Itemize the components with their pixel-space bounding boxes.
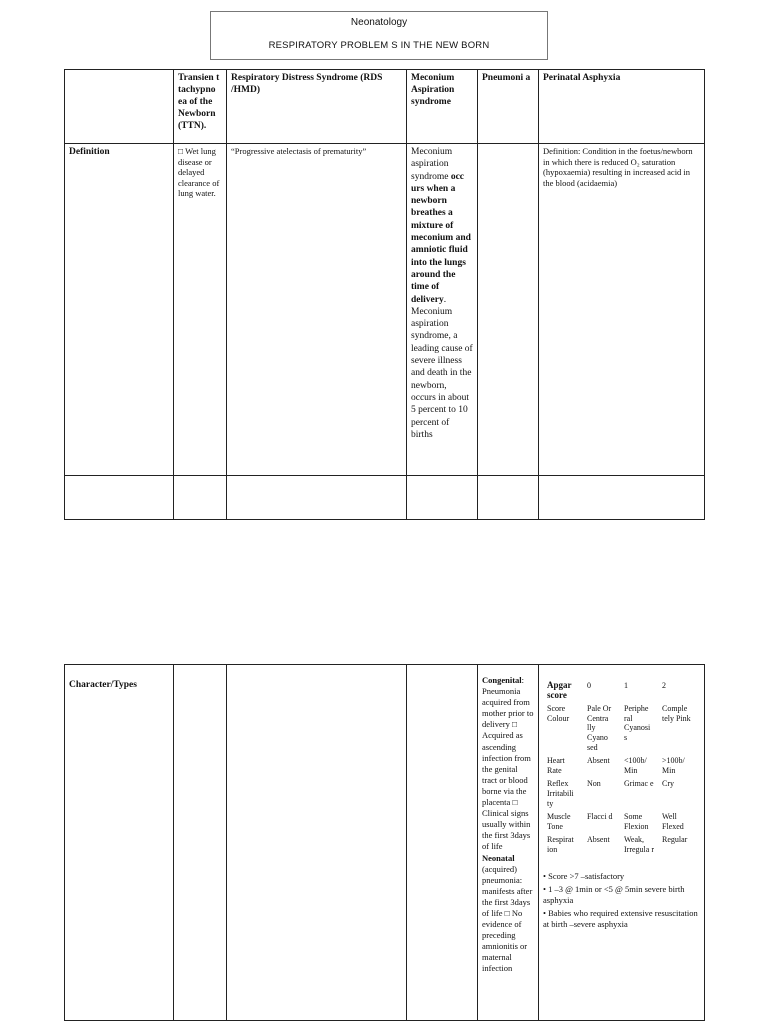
apgar-row-respiration [543,833,698,856]
apgar-criterion: Score Colour [547,704,570,723]
apgar-value: Flacci d [587,812,613,822]
empty-cell [407,476,478,520]
comparison-table-definition [64,69,705,520]
apgar-note: • Babies who required extensive resuscitation at birth –severe asphyxia [543,908,698,929]
header-mas: Meconium Aspiration syndrome [407,70,478,144]
pneumonia-definition [478,144,539,476]
apgar-value: >100b/ Min [662,756,685,775]
apgar-note: • 1 –3 @ 1min or <5 @ 5min severe birth asphyxia [543,884,685,905]
mas-intro: Meconium aspiration syndrome [411,147,453,182]
apgar-criterion: Respirat ion [547,835,574,854]
header-asphyxia: Perinatal Asphyxia [539,70,705,144]
rds-definition: “Progressive atelectasis of prematurity” [227,144,407,476]
apgar-value: Some Flexion [624,812,649,831]
apgar-value: Non [587,779,601,789]
apgar-value: Comple tely Pink [662,704,691,723]
comparison-table-types [64,664,705,1021]
ttn-definition: □ Wet lung disease or delayed clearance of lung water. [174,144,227,476]
apgar-col-2: 2 [662,681,666,690]
apgar-header-row [543,679,698,702]
empty-cell [227,476,407,520]
document-header [210,11,548,60]
asphyxia-types [539,665,705,1021]
empty-cell [478,476,539,520]
apgar-col-1: 1 [624,681,628,690]
subject-heading: Neonatology [350,17,408,28]
congenital-text: : Pneumonia acquired from mother prior to delivery □ Acquired as ascending infection from the genital tract or blood borne via the placenta □ Clinical signs usually within the first 3days of life [482,675,534,852]
mas-definition [407,144,478,476]
header-ttn: Transien t tachypno ea of the Newborn (TTN). [174,70,227,144]
apgar-row-heart-rate [543,754,698,777]
neonatal-text: (acquired) pneumonia: manifests after the first 3days of life □ No evidence of preceding amnionitis or maternal infection [482,863,533,974]
character-types-row [65,665,705,1021]
rds-types [227,665,407,1021]
header-pneumonia: Pneumoni a [478,70,539,144]
apgar-score-table [543,679,698,857]
mas-bold-a: occ [450,171,465,182]
definition-row [65,144,705,476]
apgar-col-0: 0 [587,681,591,690]
congenital-label: Congenital [482,675,522,685]
apgar-criterion: Reflex Irritabili ty [547,779,574,808]
apgar-criterion: Muscle Tone [547,812,571,831]
empty-row [65,476,705,520]
apgar-row-muscle-tone [543,810,698,833]
pneumonia-types [478,665,539,1021]
apgar-row-colour [543,702,698,754]
header-rds: Respiratory Distress Syndrome (RDS /HMD) [227,70,407,144]
apgar-value: <100b/ Min [624,756,647,775]
apgar-note: • Score >7 –satisfactory [543,870,625,881]
apgar-value: Grimac e [624,779,654,789]
apgar-title: Apgar score [547,680,572,700]
empty-cell [65,476,174,520]
neonatal-label: Neonatal [482,852,515,863]
mas-rest: . Meconium aspiration syndrome, a leading cause of severe illness and death in the newborn, occurs in about 5 percent to 10 percent of births [411,294,473,440]
mas-types [407,665,478,1021]
apgar-value: Pale Or Centra lly Cyano sed [587,704,612,752]
document-title: RESPIRATORY PROBLEM S IN THE NEW BORN [268,40,490,51]
apgar-value: Well Flexed [662,812,684,831]
character-types-label: Character/Types [65,665,174,1021]
apgar-value: Regular [662,835,688,845]
apgar-value: Absent [587,756,610,766]
apgar-notes [543,871,700,930]
definition-label: Definition [65,144,174,476]
ttn-types [174,665,227,1021]
apgar-value: Cry [662,779,674,789]
header-cell-empty [65,70,174,144]
empty-cell [539,476,705,520]
apgar-row-reflex [543,777,698,810]
mas-bold-b: urs when a newborn breathes a mixture of meconium and amniotic fluid into the lungs around the time of delivery [411,183,471,305]
apgar-value: Periphe ral Cyanosi s [624,704,651,742]
apgar-criterion: Heart Rate [547,756,565,775]
header-row [65,70,705,144]
empty-cell [174,476,227,520]
apgar-value: Weak, Irregula r [624,835,654,854]
apgar-value: Absent [587,835,610,845]
asphyxia-definition: Definition: Condition in the foetus/newborn in which there is reduced O₂ saturation (hypoxaemia) resulting in increased acid in the blood (acidaemia) [539,144,705,476]
